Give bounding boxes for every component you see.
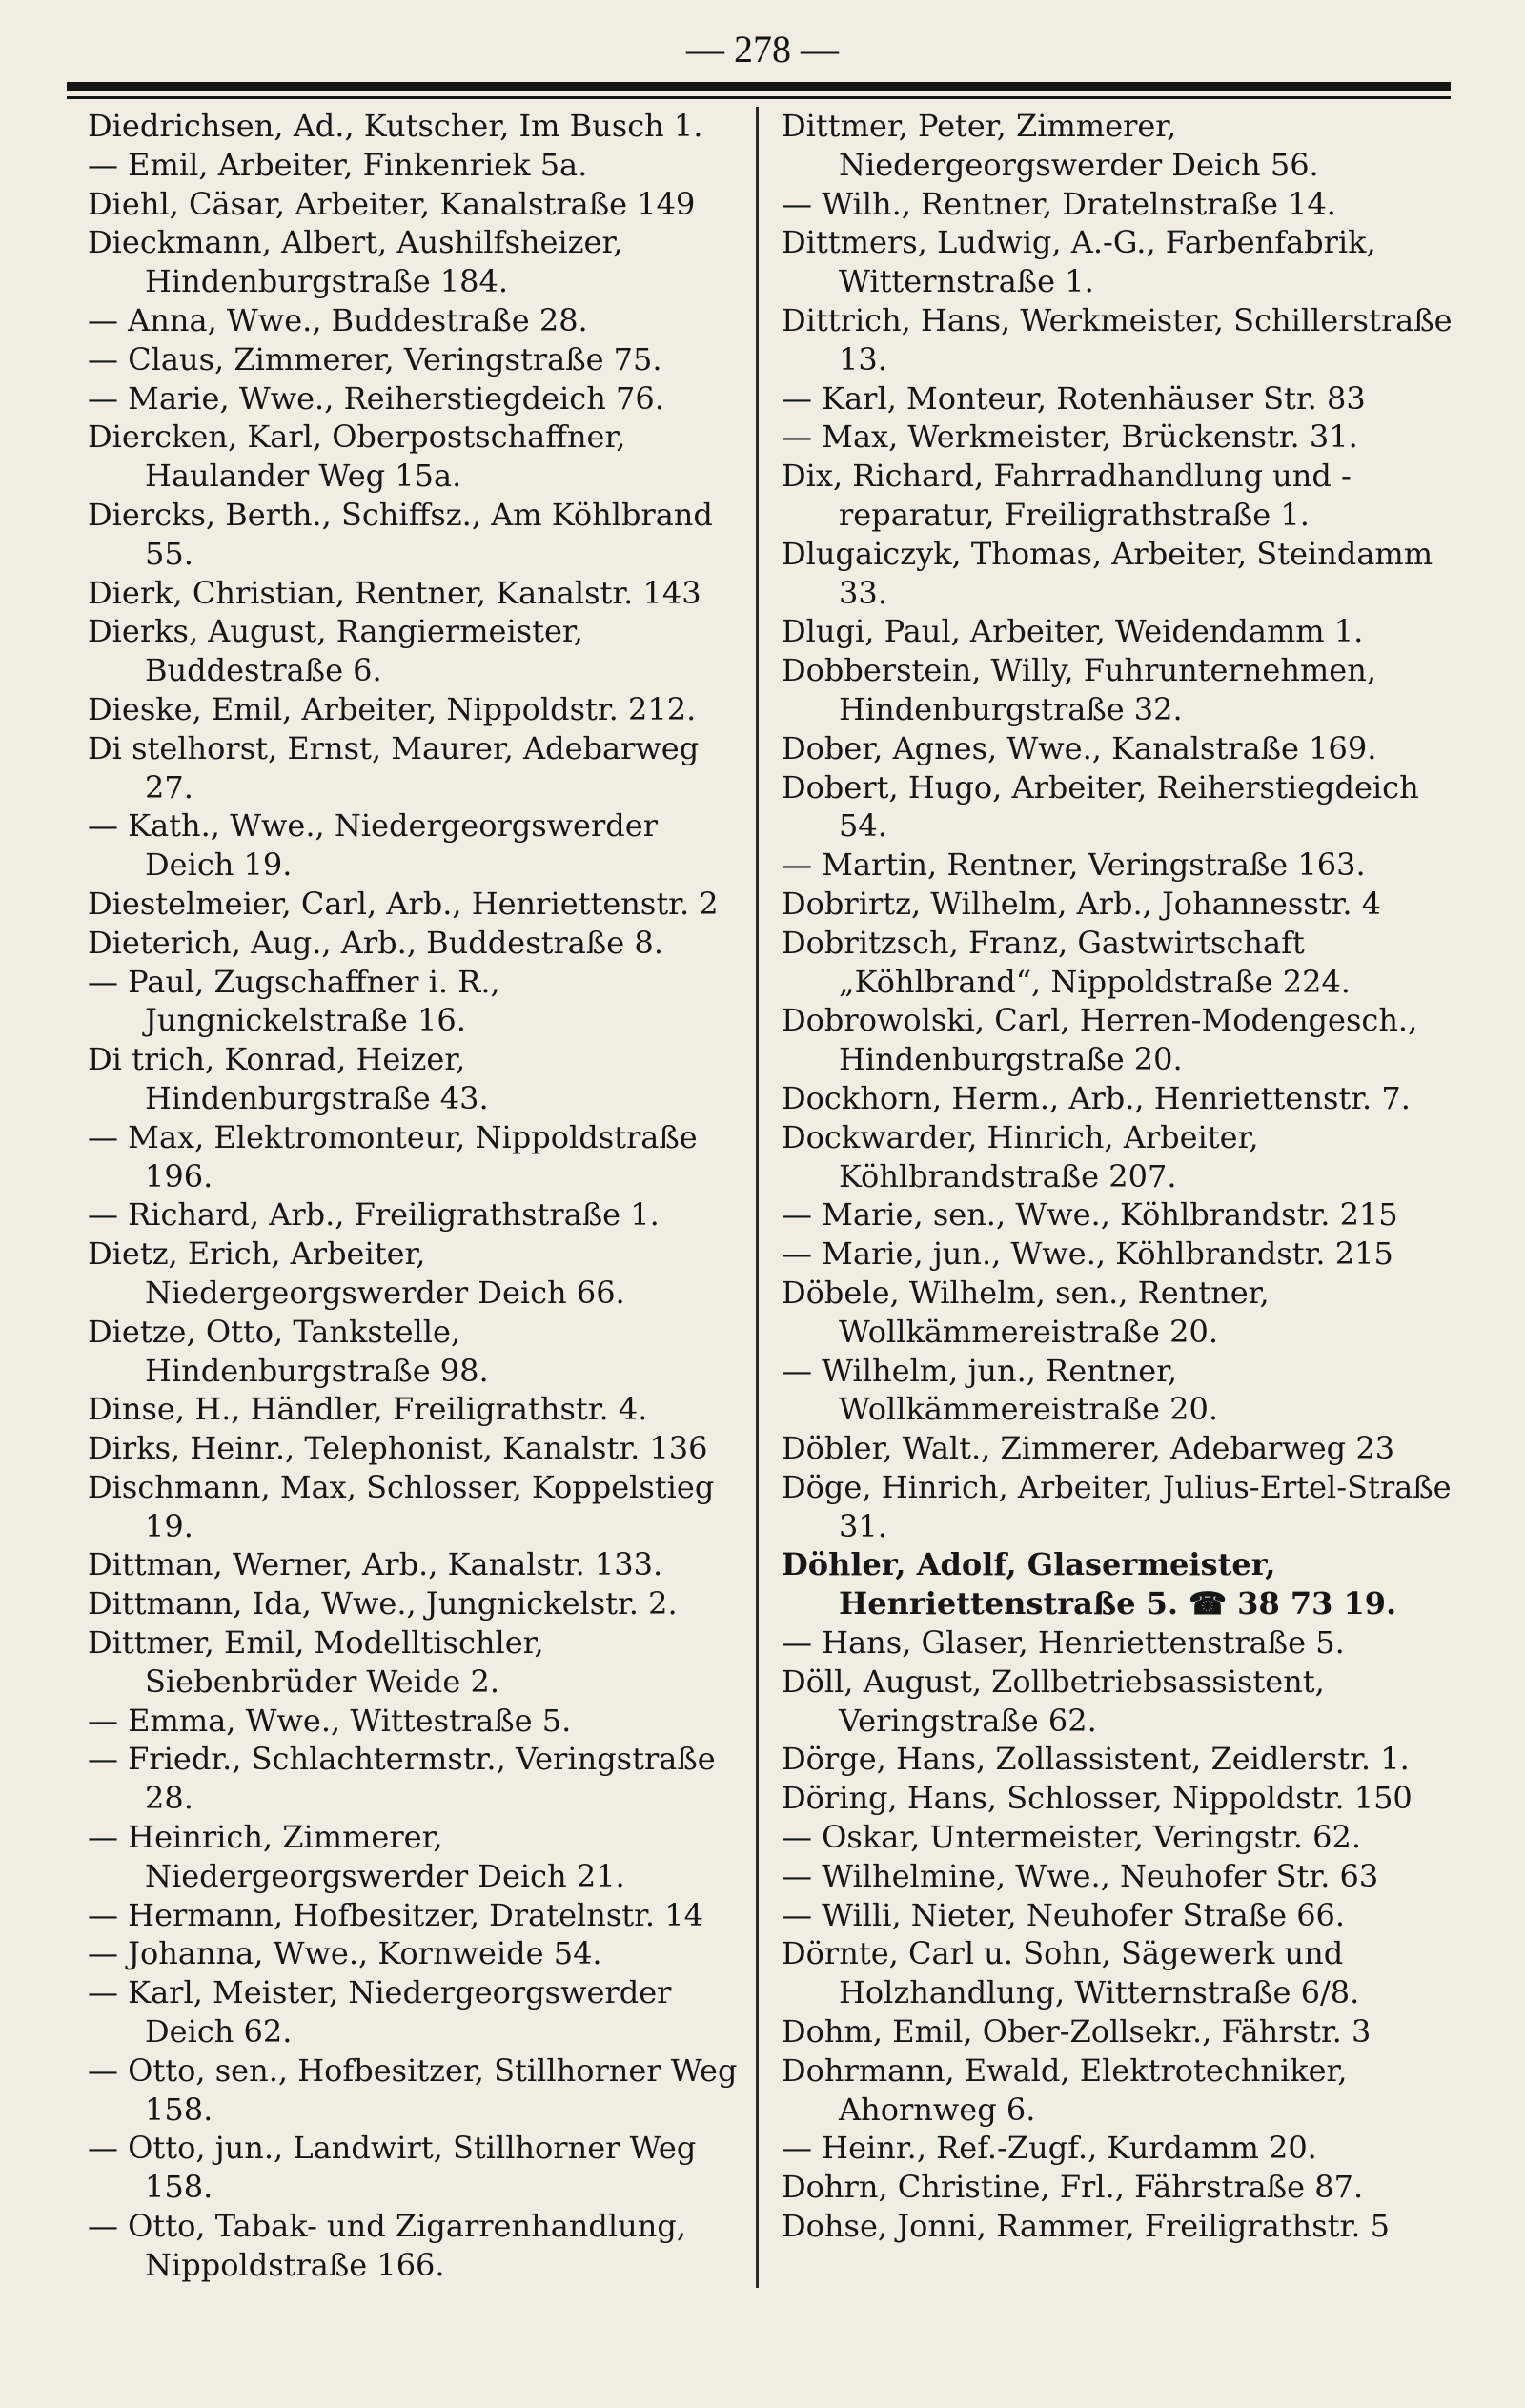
- left-column: [88, 107, 745, 2285]
- directory-entry: — Friedr., Schlachtermstr., Veringstraße 28.: [88, 1741, 716, 1817]
- directory-entry: — Willi, Nieter, Neuhofer Straße 66.: [782, 1896, 1346, 1933]
- directory-entry: Dober, Agnes, Wwe., Kanalstraße 169.: [782, 729, 1377, 766]
- page-number: — 278 —: [686, 28, 839, 71]
- directory-entry: — Marie, Wwe., Reiherstiegdeich 76.: [88, 379, 664, 417]
- directory-entry: Dittmer, Emil, Modelltischler, Siebenbrüder Weide 2.: [88, 1624, 544, 1700]
- directory-entry: Dietz, Erich, Arbeiter, Niedergeorgswerder Deich 66.: [88, 1235, 625, 1311]
- directory-entry: Dobrirtz, Wilhelm, Arb., Johannesstr. 4: [782, 885, 1382, 922]
- directory-entry: — Max, Werkmeister, Brückenstr. 31.: [782, 418, 1358, 456]
- directory-entry: Diehl, Cäsar, Arbeiter, Kanalstraße 149: [88, 185, 696, 222]
- directory-entry: — Richard, Arb., Freiligrathstraße 1.: [88, 1196, 660, 1234]
- directory-entry: — Otto, jun., Landwirt, Stillhorner Weg 158.: [88, 2130, 697, 2206]
- directory-entry: Dobritzsch, Franz, Gastwirtschaft „Köhlbrand“, Nippoldstraße 224.: [782, 924, 1351, 1000]
- directory-entry: Dockwarder, Hinrich, Arbeiter, Köhlbrandstraße 207.: [782, 1118, 1259, 1194]
- directory-entry: — Kath., Wwe., Niedergeorgswerder Deich 19.: [88, 807, 658, 884]
- directory-entry: — Claus, Zimmerer, Veringstraße 75.: [88, 340, 662, 378]
- directory-entry: Dietze, Otto, Tankstelle, Hindenburgstraße 98.: [88, 1313, 489, 1389]
- directory-entry: Diercks, Berth., Schiffsz., Am Köhlbrand 55.: [88, 496, 713, 572]
- directory-entry: Dlugaiczyk, Thomas, Arbeiter, Steindamm 33.: [782, 535, 1434, 611]
- directory-entry: Diercken, Karl, Oberpostschaffner, Haulander Weg 15a.: [88, 418, 626, 495]
- directory-entry: Dinse, H., Händler, Freiligrathstr. 4.: [88, 1391, 648, 1428]
- directory-entry: Dischmann, Max, Schlosser, Koppelstieg 19.: [88, 1468, 715, 1544]
- directory-entry: — Wilhelmine, Wwe., Neuhofer Str. 63: [782, 1857, 1379, 1894]
- directory-entry: Dittmann, Ida, Wwe., Jungnickelstr. 2.: [88, 1585, 678, 1622]
- directory-entry: Dlugi, Paul, Arbeiter, Weidendamm 1.: [782, 613, 1364, 650]
- right-column: [782, 107, 1460, 2246]
- directory-entry: Di stelhorst, Ernst, Maurer, Adebarweg 27.: [88, 729, 700, 806]
- directory-entry: — Heinrich, Zimmerer, Niedergeorgswerder Deich 21.: [88, 1819, 625, 1894]
- directory-entry: Dobert, Hugo, Arbeiter, Reiherstiegdeich 54.: [782, 768, 1419, 845]
- directory-entry: Dix, Richard, Fahrradhandlung und -reparatur, Freiligrathstraße 1.: [782, 458, 1352, 533]
- directory-entry: — Wilhelm, jun., Rentner, Wollkämmereistraße 20.: [782, 1352, 1219, 1428]
- directory-entry: Dohrmann, Ewald, Elektrotechniker, Ahornweg 6.: [782, 2051, 1348, 2128]
- directory-entry: — Max, Elektromonteur, Nippoldstraße 196.: [88, 1118, 698, 1194]
- directory-entry: Dohrn, Christine, Frl., Fährstraße 87.: [782, 2169, 1364, 2206]
- directory-entry: Dieske, Emil, Arbeiter, Nippoldstr. 212.: [88, 690, 697, 727]
- directory-entry: Döbele, Wilhelm, sen., Rentner, Wollkämmereistraße 20.: [782, 1274, 1270, 1350]
- directory-entry: — Wilh., Rentner, Dratelnstraße 14.: [782, 185, 1336, 222]
- directory-entry: Döbler, Walt., Zimmerer, Adebarweg 23: [782, 1430, 1395, 1467]
- header-rule-thin: [67, 96, 1451, 99]
- directory-entry: Dockhorn, Herm., Arb., Henriettenstr. 7.: [782, 1079, 1411, 1116]
- directory-entry: — Anna, Wwe., Buddestraße 28.: [88, 301, 588, 338]
- directory-entry: Diedrichsen, Ad., Kutscher, Im Busch 1.: [88, 108, 703, 144]
- directory-entry: Dörge, Hans, Zollassistent, Zeidlerstr. 1.: [782, 1741, 1410, 1778]
- directory-entry: Döge, Hinrich, Arbeiter, Julius-Ertel-Straße 31.: [782, 1468, 1452, 1544]
- directory-entry: Dittmers, Ludwig, A.-G., Farbenfabrik, Witternstraße 1.: [782, 224, 1376, 300]
- directory-entry: Dobrowolski, Carl, Herren-Modengesch., Hindenburgstraße 20.: [782, 1002, 1418, 1078]
- directory-entry: — Otto, sen., Hofbesitzer, Stillhorner Weg 158.: [88, 2051, 738, 2128]
- column-divider: [756, 107, 759, 2288]
- directory-entry: — Paul, Zugschaffner i. R., Jungnickelstraße 16.: [88, 963, 500, 1039]
- directory-entry: Dieckmann, Albert, Aushilfsheizer, Hindenburgstraße 184.: [88, 224, 623, 300]
- directory-entry: Di trich, Konrad, Heizer, Hindenburgstraße 43.: [88, 1041, 489, 1116]
- directory-entry: Dittrich, Hans, Werkmeister, Schillerstraße 13.: [782, 301, 1453, 378]
- directory-entry: Dittmer, Peter, Zimmerer, Niedergeorgswerder Deich 56.: [782, 108, 1319, 183]
- directory-entry: — Marie, jun., Wwe., Köhlbrandstr. 215: [782, 1235, 1393, 1273]
- directory-entry: — Emma, Wwe., Wittestraße 5.: [88, 1702, 572, 1739]
- directory-entry: — Emil, Arbeiter, Finkenriek 5a.: [88, 146, 588, 183]
- directory-entry: — Hans, Glaser, Henriettenstraße 5.: [782, 1624, 1345, 1662]
- directory-entry: — Karl, Monteur, Rotenhäuser Str. 83: [782, 379, 1366, 417]
- directory-entry: — Oskar, Untermeister, Veringstr. 62.: [782, 1819, 1361, 1856]
- directory-entry: Diestelmeier, Carl, Arb., Henriettenstr. 2: [88, 885, 719, 922]
- directory-entry: Dierk, Christian, Rentner, Kanalstr. 143: [88, 574, 702, 611]
- directory-entry: Dirks, Heinr., Telephonist, Kanalstr. 136: [88, 1430, 708, 1467]
- directory-entry: Döring, Hans, Schlosser, Nippoldstr. 150: [782, 1780, 1413, 1817]
- directory-entry: Dittman, Werner, Arb., Kanalstr. 133.: [88, 1546, 663, 1583]
- directory-entry: — Hermann, Hofbesitzer, Dratelnstr. 14: [88, 1896, 703, 1933]
- directory-entry: Döhler, Adolf, Glasermeister, Henriettenstraße 5. ☎ 38 73 19.: [782, 1546, 1397, 1622]
- directory-entry: Dörnte, Carl u. Sohn, Sägewerk und Holzhandlung, Witternstraße 6/8.: [782, 1935, 1360, 2011]
- directory-entry: Dieterich, Aug., Arb., Buddestraße 8.: [88, 924, 663, 961]
- directory-entry: Dierks, August, Rangiermeister, Buddestraße 6.: [88, 613, 583, 689]
- directory-entry: Dohm, Emil, Ober-Zollsekr., Fährstr. 3: [782, 2013, 1372, 2051]
- directory-entry: Dobberstein, Willy, Fuhrunternehmen, Hindenburgstraße 32.: [782, 652, 1376, 727]
- directory-entry: — Otto, Tabak- und Zigarrenhandlung, Nippoldstraße 166.: [88, 2208, 686, 2283]
- directory-entry: — Karl, Meister, Niedergeorgswerder Deich 62.: [88, 1974, 672, 2051]
- directory-entry: — Johanna, Wwe., Kornweide 54.: [88, 1935, 602, 1972]
- directory-entry: — Marie, sen., Wwe., Köhlbrandstr. 215: [782, 1196, 1398, 1234]
- header-rule-thick: [67, 82, 1451, 91]
- directory-entry: — Heinr., Ref.-Zugf., Kurdamm 20.: [782, 2130, 1317, 2167]
- directory-entry: Döll, August, Zollbetriebsassistent, Veringstraße 62.: [782, 1663, 1325, 1739]
- directory-entry: — Martin, Rentner, Veringstraße 163.: [782, 847, 1366, 884]
- directory-entry: Dohse, Jonni, Rammer, Freiligrathstr. 5: [782, 2208, 1391, 2245]
